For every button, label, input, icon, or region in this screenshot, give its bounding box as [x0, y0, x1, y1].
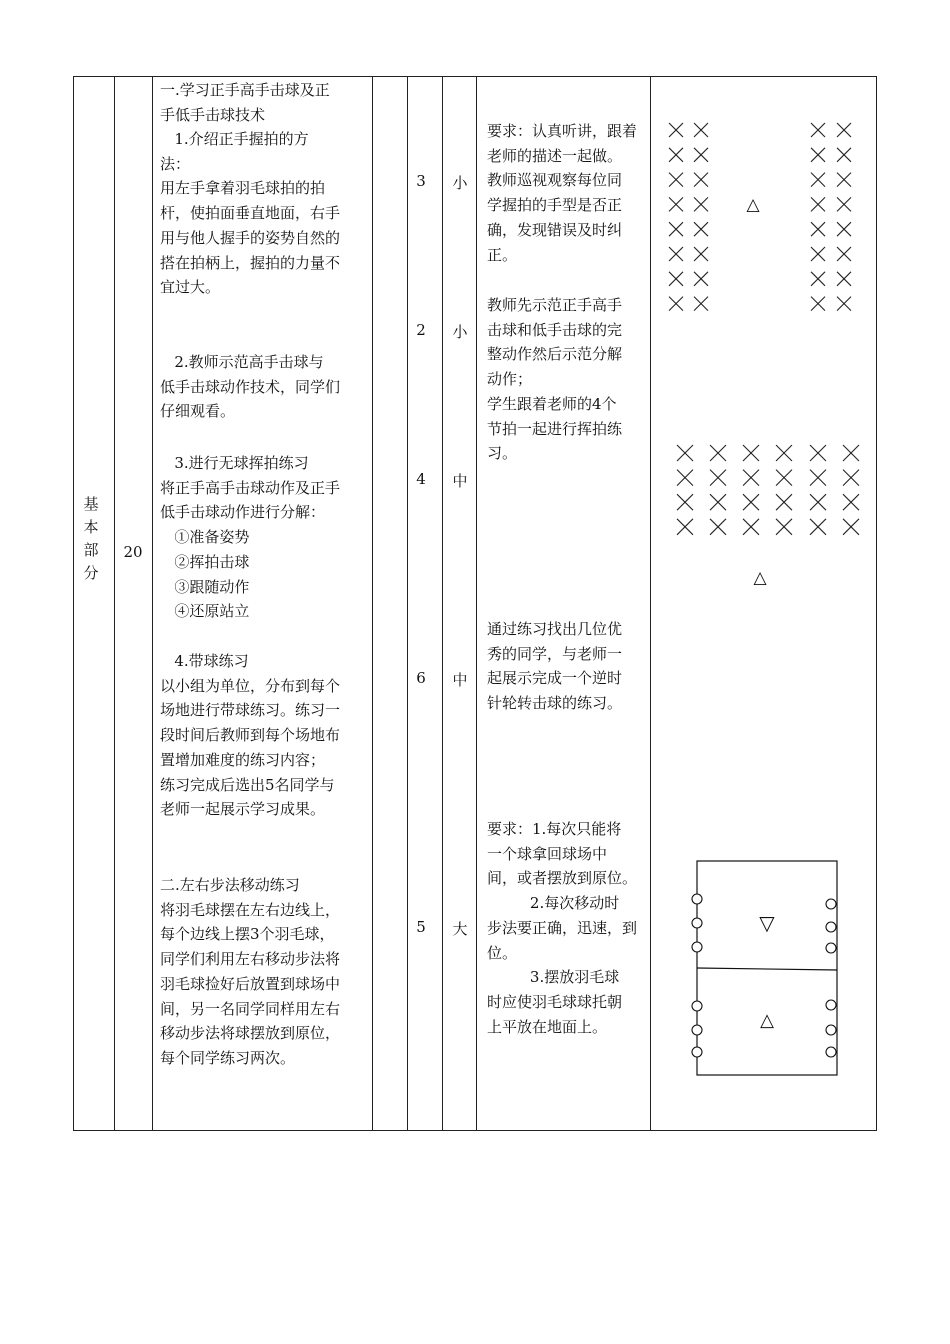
student-cross-icon [677, 519, 693, 535]
part1-title: 一.学习正手高手击球及正 手低手击球技术 [160, 81, 330, 124]
student-cross-icon [843, 470, 859, 486]
shuttlecock-marker [826, 1000, 836, 1010]
part2-text: 二.左右步法移动练习 将羽毛球摆在左右边线上， 每个边线上摆3个羽毛球， 同学们利用左右移动步法将 羽毛球捡好后放置到球场中 间，另一名同学同样用左右 移动步法将球摆放到原位， 每个同学练习两次。 [160, 876, 341, 1067]
student-cross-icon [710, 494, 726, 510]
load-intensity: 小 [452, 174, 468, 192]
load-count: 3 [416, 172, 426, 190]
student-cross-icon [811, 123, 825, 137]
student-cross-icon [743, 494, 759, 510]
student-cross-icon [843, 519, 859, 535]
student-cross-icon [843, 445, 859, 461]
student-cross-icon [811, 173, 825, 187]
teacher-triangle-icon: △ [753, 568, 767, 588]
method3-text: 通过练习找出几位优 秀的同学，与老师一 起展示完成一个逆时 针轮转击球的练习。 [487, 620, 623, 713]
load-intensity: 中 [452, 472, 468, 490]
student-cross-icon [694, 123, 708, 137]
student-cross-icon [710, 519, 726, 535]
student-cross-icon [776, 470, 792, 486]
student-cross-icon [710, 445, 726, 461]
student-cross-icon [810, 494, 826, 510]
student-cross-icon [669, 247, 683, 261]
method4-text: 要求：1.每次只能将 一个球拿回球场中 间，或者摆放到原位。 2.每次移动时 步法要正确，迅速，到 位。 3.摆放羽毛球 时应使羽毛球球托朝 上平放在地面上。 [487, 820, 638, 1036]
student-cross-icon [837, 123, 851, 137]
student-cross-icon [810, 519, 826, 535]
step2-text: 2.教师示范高手击球与 低手击球动作技术，同学们 仔细观看。 [160, 353, 341, 421]
student-cross-icon [669, 272, 683, 286]
up-triangle-icon: △ [760, 1010, 774, 1031]
student-cross-icon [743, 445, 759, 461]
shuttlecock-marker [692, 1047, 702, 1057]
student-cross-icon [837, 197, 851, 211]
court-diagram [697, 861, 837, 1075]
student-cross-icon [669, 173, 683, 187]
shuttlecock-marker [826, 922, 836, 932]
shuttlecock-marker [692, 918, 702, 928]
load-count: 6 [416, 669, 426, 687]
step1-text: 1.介绍正手握拍的方 法： 用左手拿着羽毛球拍的拍 杆，使拍面垂直地面，右手 用与他人握手的姿势自然的 搭在拍柄上，握拍的力量不 宜过大。 [160, 130, 341, 297]
student-cross-icon [837, 222, 851, 236]
student-cross-icon [837, 247, 851, 261]
shuttlecock-marker [692, 942, 702, 952]
student-cross-icon [776, 494, 792, 510]
student-cross-icon [843, 494, 859, 510]
method1-text: 要求：认真听讲，跟着 老师的描述一起做。 教师巡视观察每位同 学握拍的手型是否正 确，发现错误及时纠 正。 [487, 122, 638, 264]
student-cross-icon [669, 148, 683, 162]
section-label-char: 部 [83, 541, 99, 559]
load-count: 2 [416, 321, 426, 339]
shuttlecock-marker [692, 894, 702, 904]
student-cross-icon [811, 222, 825, 236]
student-cross-icon [743, 519, 759, 535]
shuttlecock-marker [826, 899, 836, 909]
load-count: 5 [416, 918, 426, 936]
load-count: 4 [416, 470, 426, 488]
teacher-triangle-icon: △ [746, 195, 760, 215]
student-cross-icon [837, 272, 851, 286]
student-cross-icon [810, 445, 826, 461]
shuttlecock-marker [826, 1025, 836, 1035]
down-triangle-icon: ▽ [759, 911, 775, 935]
court-net-line [697, 968, 837, 970]
step3-text: 3.进行无球挥拍练习 将正手高手击球动作及正手 低手击球动作进行分解： ①准备姿势 ②挥拍击球 ③跟随动作 ④还原站立 [160, 454, 341, 621]
student-cross-icon [694, 222, 708, 236]
student-cross-icon [811, 247, 825, 261]
shuttlecock-marker [826, 1047, 836, 1057]
student-cross-icon [837, 173, 851, 187]
student-crosses [669, 123, 859, 535]
student-cross-icon [743, 470, 759, 486]
student-cross-icon [837, 297, 851, 311]
student-cross-icon [677, 445, 693, 461]
load-intensity: 大 [452, 920, 468, 938]
student-cross-icon [669, 222, 683, 236]
student-cross-icon [669, 197, 683, 211]
step4-text: 4.带球练习 以小组为单位，分布到每个 场地进行带球练习。练习一 段时间后教师到每个场地布 置增加难度的练习内容； 练习完成后选出5名同学与 老师一起展示学习成果。 [160, 652, 341, 819]
student-cross-icon [694, 173, 708, 187]
load-intensity: 小 [452, 323, 468, 341]
student-cross-icon [677, 470, 693, 486]
student-cross-icon [694, 197, 708, 211]
student-cross-icon [669, 123, 683, 137]
section-label-char: 基 [83, 495, 99, 513]
student-cross-icon [710, 470, 726, 486]
method2-text: 教师先示范正手高手 击球和低手击球的完 整动作然后示范分解 动作； 学生跟着老师的4个 节拍一起进行挥拍练 习。 [487, 296, 623, 463]
student-cross-icon [810, 470, 826, 486]
student-cross-icon [811, 297, 825, 311]
shuttlecock-marker [692, 1001, 702, 1011]
student-cross-icon [694, 148, 708, 162]
student-cross-icon [776, 445, 792, 461]
load-intensity: 中 [452, 671, 468, 689]
duration-minutes: 20 [123, 543, 143, 561]
student-cross-icon [694, 272, 708, 286]
student-cross-icon [776, 519, 792, 535]
student-cross-icon [694, 297, 708, 311]
student-cross-icon [811, 197, 825, 211]
student-cross-icon [694, 247, 708, 261]
student-cross-icon [677, 494, 693, 510]
shuttlecock-marker [826, 943, 836, 953]
shuttlecock-marker [692, 1025, 702, 1035]
student-cross-icon [811, 148, 825, 162]
student-cross-icon [669, 297, 683, 311]
student-cross-icon [837, 148, 851, 162]
section-label-char: 分 [83, 564, 99, 582]
section-label-char: 本 [83, 518, 99, 536]
student-cross-icon [811, 272, 825, 286]
